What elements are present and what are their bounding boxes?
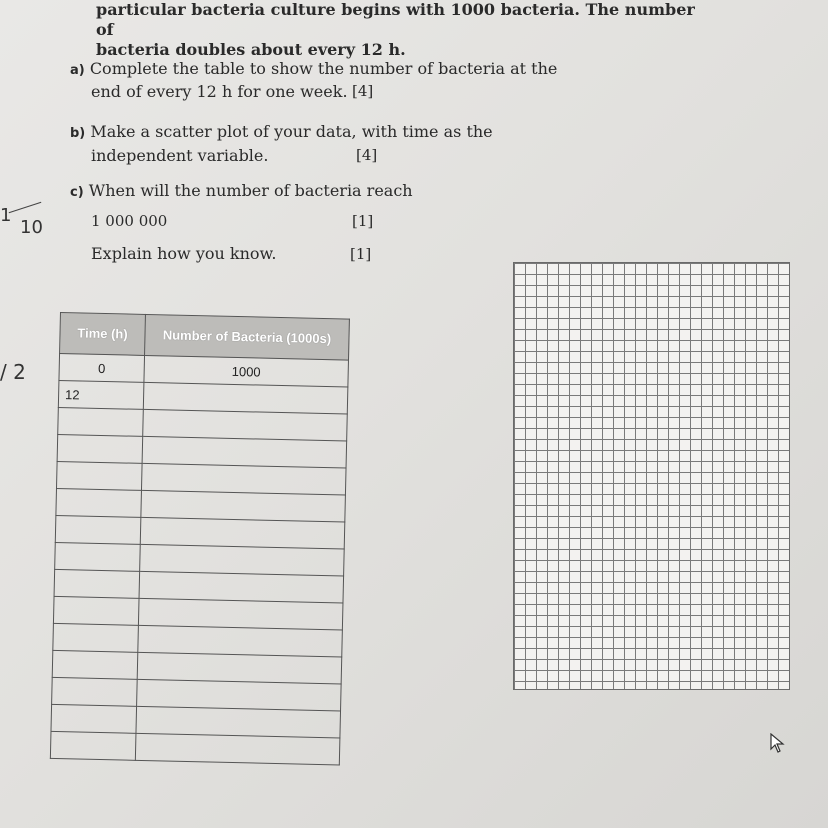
question-a-label: a) bbox=[70, 63, 85, 78]
problem-intro bbox=[96, 0, 696, 60]
bacteria-cell[interactable] bbox=[135, 733, 340, 765]
question-c-line-1: When will the number of bacteria reach bbox=[88, 181, 413, 200]
header-bacteria: Number of Bacteria (1000s) bbox=[145, 314, 350, 360]
time-cell[interactable] bbox=[53, 596, 139, 625]
time-cell[interactable] bbox=[55, 515, 141, 544]
table-header-row bbox=[60, 313, 350, 361]
mouse-pointer-icon bbox=[770, 733, 786, 757]
fraction-bar bbox=[9, 202, 42, 213]
time-cell[interactable] bbox=[56, 488, 142, 517]
question-c-line-2: 1 000 000 bbox=[91, 212, 168, 230]
time-cell[interactable] bbox=[50, 731, 136, 760]
question-b-line-2: independent variable. bbox=[91, 146, 269, 165]
question-c bbox=[70, 180, 413, 203]
question-a-marks: [4] bbox=[352, 82, 374, 100]
bacteria-cell[interactable]: 1000 bbox=[144, 355, 349, 387]
handwritten-score-2: / 2 bbox=[0, 360, 26, 384]
question-b-line-1: Make a scatter plot of your data, with time as the bbox=[90, 122, 493, 141]
graph-paper-grid[interactable] bbox=[513, 262, 790, 690]
handwritten-score-1-numerator: 1 bbox=[0, 205, 12, 226]
question-b bbox=[70, 121, 493, 144]
handwritten-score-1 bbox=[0, 205, 43, 238]
time-cell[interactable] bbox=[52, 677, 138, 706]
question-b-label: b) bbox=[70, 126, 86, 141]
question-b-marks: [4] bbox=[356, 146, 378, 164]
intro-line-2: bacteria doubles about every 12 h. bbox=[96, 40, 406, 59]
time-cell[interactable]: 12 bbox=[58, 380, 144, 409]
time-cell[interactable] bbox=[58, 407, 144, 436]
question-a-line-2: end of every 12 h for one week. bbox=[91, 82, 348, 101]
time-cell[interactable] bbox=[56, 461, 142, 490]
time-cell[interactable] bbox=[54, 569, 140, 598]
table-row bbox=[50, 731, 340, 765]
question-c-marks-2: [1] bbox=[350, 245, 372, 263]
handwritten-score-1-denominator: 10 bbox=[20, 217, 43, 238]
time-cell[interactable] bbox=[53, 623, 139, 652]
question-c-label: c) bbox=[70, 185, 84, 200]
intro-line-1: particular bacteria culture begins with 1000 bacteria. The number of bbox=[96, 0, 695, 39]
question-c-marks-1: [1] bbox=[352, 212, 374, 230]
header-time: Time (h) bbox=[60, 313, 146, 356]
time-cell[interactable] bbox=[55, 542, 141, 571]
bacteria-data-table bbox=[50, 312, 350, 765]
bacteria-table bbox=[50, 312, 360, 759]
time-cell[interactable]: 0 bbox=[59, 354, 145, 383]
question-a-line-1: Complete the table to show the number of bacteria at the bbox=[89, 59, 558, 78]
time-cell[interactable] bbox=[52, 650, 138, 679]
question-a bbox=[70, 58, 557, 81]
time-cell[interactable] bbox=[51, 704, 137, 733]
question-c-line-3: Explain how you know. bbox=[91, 244, 277, 263]
time-cell[interactable] bbox=[57, 434, 143, 463]
